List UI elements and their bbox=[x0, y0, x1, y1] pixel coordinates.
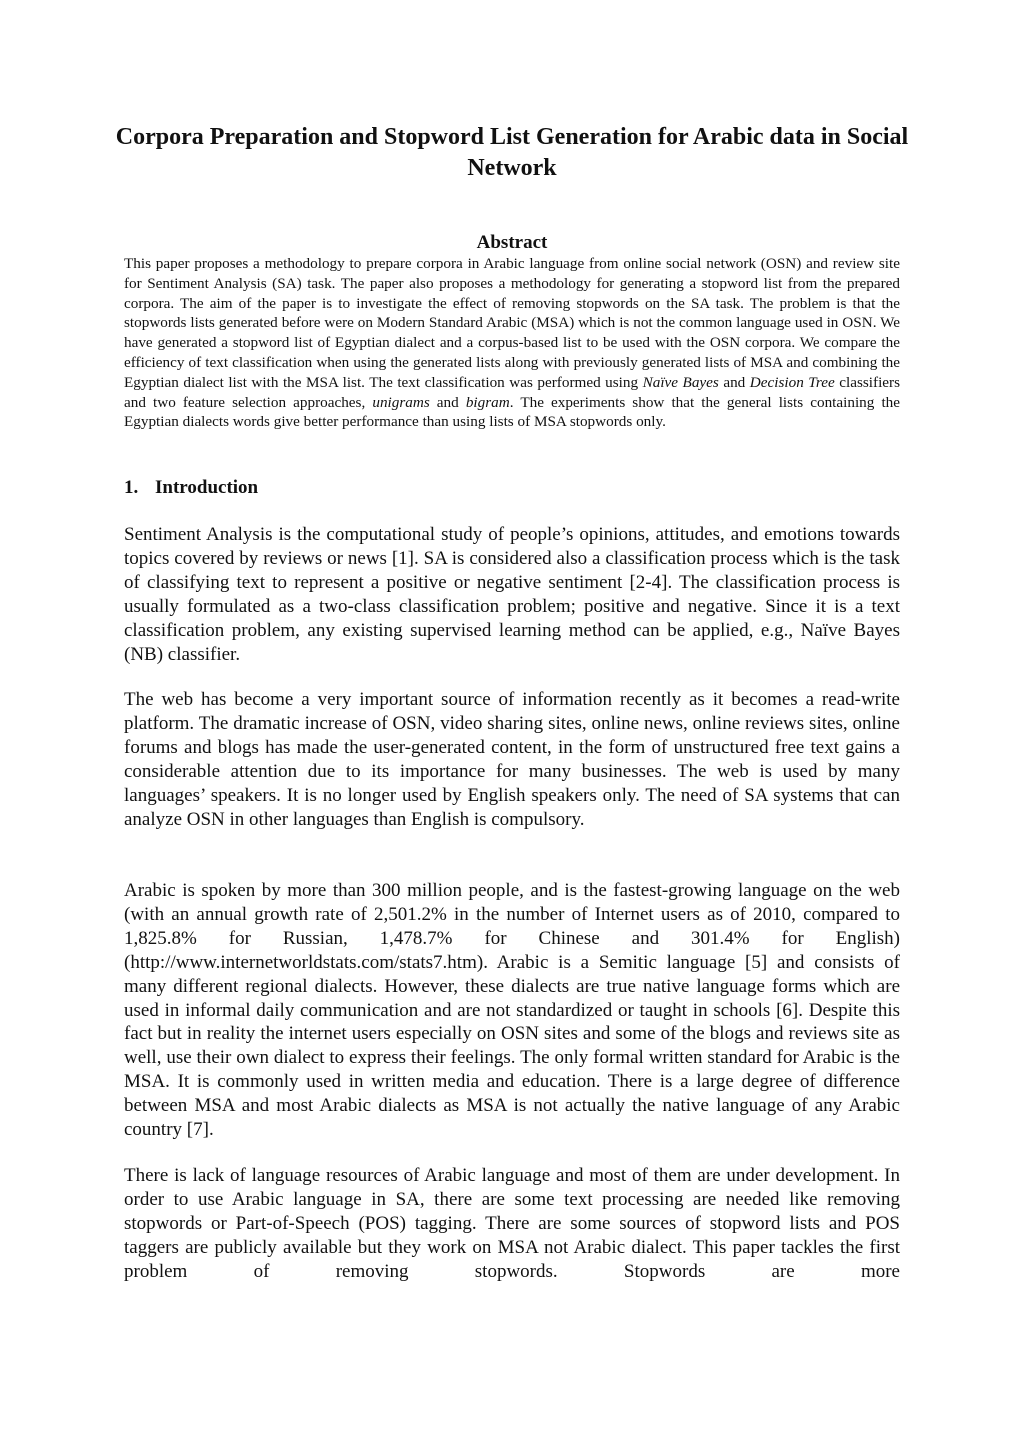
section-heading-introduction bbox=[124, 476, 258, 500]
abstract-text-part: and bbox=[429, 393, 466, 411]
abstract-naive-bayes: Naïve Bayes bbox=[642, 373, 719, 391]
paper-title: Corpora Preparation and Stopword List Generation for Arabic data in Social Network bbox=[115, 124, 909, 181]
abstract-unigrams: unigrams bbox=[372, 393, 430, 411]
section-number: 1. bbox=[124, 477, 139, 498]
abstract-bigram: bigram bbox=[465, 393, 510, 411]
intro-paragraph-1: Sentiment Analysis is the computational study of people’s opinions, attitudes, and emotions towards topics covered by reviews or news [1]. SA is considered also a classification process which is the task of classifying text to represent a positive or negative sentiment [2-4]. The classification process is usually formulated as a two-class classification problem; positive and negative. Since it is a text classification problem, any existing supervised learning method can be applied, e.g., Naïve Bayes (NB) classifier. bbox=[124, 524, 900, 665]
abstract-decision-tree: Decision Tree bbox=[749, 373, 835, 391]
abstract-text-part: and bbox=[718, 373, 750, 391]
section-title: Introduction bbox=[155, 477, 259, 498]
intro-paragraph-4: There is lack of language resources of Arabic language and most of them are under development. In order to use Arabic language in SA, there are some text processing are needed like removing stopwords or Part-of-Speech (POS) tagging. There are some sources of stopword lists and POS taggers are publicly available but they work on MSA not Arabic dialect. This paper tackles the first problem of removing stopwords. Stopwords are more bbox=[124, 1165, 900, 1282]
intro-paragraph-2: The web has become a very important source of information recently as it becomes a read-write platform. The dramatic increase of OSN, video sharing sites, online news, online reviews sites, online forums and blogs has made the user-generated content, in the form of unstructured free text gains a considerable attention due to its importance for many businesses. The web is used by many languages’ speakers. It is no longer used by English speakers only. The need of SA systems that can analyze OSN in other languages than English is compulsory. bbox=[124, 689, 900, 830]
abstract-text-part: . The experiments show that the general lists containing the Egyptian dialects words give better performance than using lists of MSA stopwords only. bbox=[124, 393, 900, 431]
abstract-heading: Abstract bbox=[476, 232, 548, 253]
intro-paragraph-3: Arabic is spoken by more than 300 million people, and is the fastest-growing language on the web (with an annual growth rate of 2,501.2% in the number of Internet users as of 2010, compared to 1,825.8% for Russian, 1,478.7% for Chinese and 301.4% for English) (http://www.internetworldstats.com/stats7.htm). Arabic is a Semitic language [5] and consists of many different regional dialects. However, these dialects are true native language forms which are used in informal daily communication and are not standardized or taught in schools [6]. Despite this fact but in reality the internet users especially on OSN sites and some of the blogs and reviews site as well, use their own dialect to express their feelings. The only formal written standard for Arabic is the MSA. It is commonly used in written media and education. There is a large degree of difference between MSA and most Arabic dialects as MSA is not actually the native language of any Arabic country [7]. bbox=[124, 880, 900, 1141]
abstract-text-part: classifiers and two feature selection approaches, bbox=[124, 373, 900, 411]
abstract-text-part: This paper proposes a methodology to prepare corpora in Arabic language from online social network (OSN) and review site for Sentiment Analysis (SA) task. The paper also proposes a methodology for generating a stopword list from the prepared corpora. The aim of the paper is to investigate the effect of removing stopwords on the SA task. The problem is that the stopwords lists generated before were on Modern Standard Arabic (MSA) which is not the common language used in OSN. We have generated a stopword list of Egyptian dialect and a corpus-based list to be used with the OSN corpora. We compare the efficiency of text classification when using the generated lists along with previously generated lists of MSA and combining the Egyptian dialect list with the MSA list. The text classification was performed using bbox=[124, 255, 900, 391]
abstract-body bbox=[124, 254, 900, 432]
